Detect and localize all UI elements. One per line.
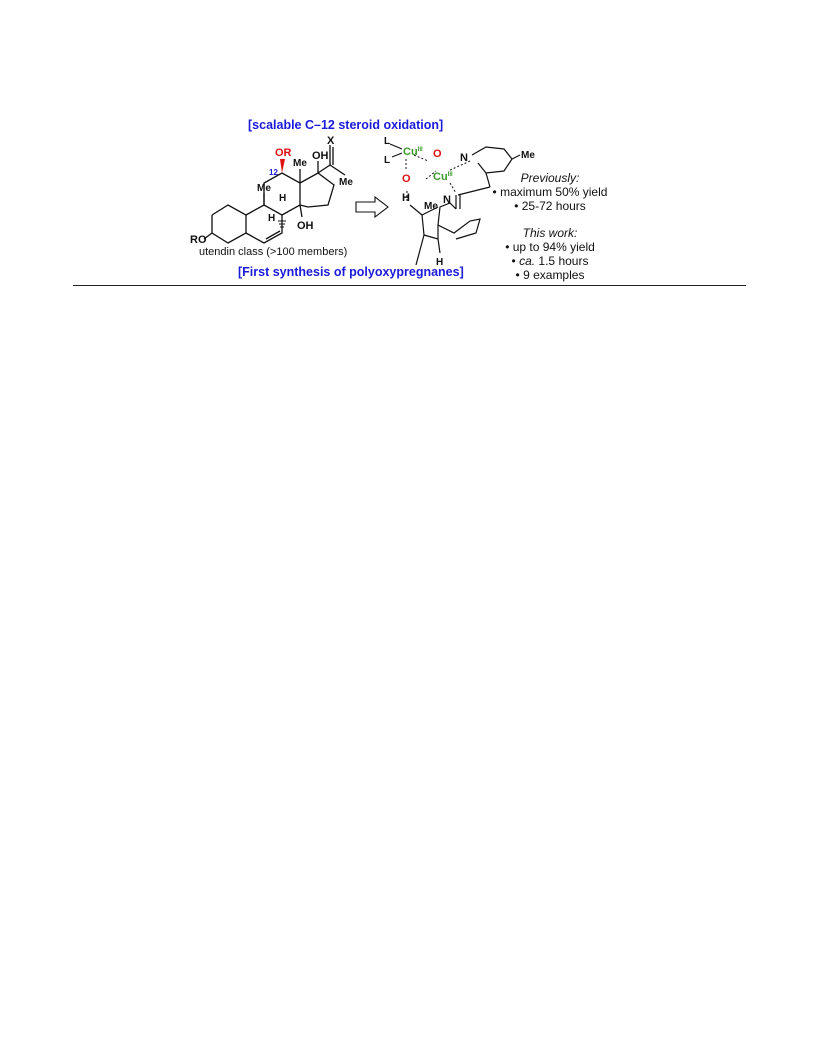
divider-line — [73, 285, 746, 286]
me-ring-label: Me — [424, 201, 438, 212]
this-work-bullet-2: • ca. 1.5 hours — [511, 254, 589, 268]
o-label-2: O — [402, 173, 411, 185]
oh-c17-label: OH — [312, 150, 329, 162]
me-side-label: Me — [339, 177, 353, 188]
oh-c14-label: OH — [297, 220, 314, 232]
l-label-2: L — [384, 155, 391, 166]
position-12-label: 12 — [269, 168, 278, 177]
cu-label-1: $Cu^{III}$ — [403, 146, 423, 158]
header-top: [scalable C–12 steroid oxidation] — [248, 118, 444, 132]
this-work-heading: This work: — [522, 226, 578, 240]
l-label-1: L — [384, 136, 391, 147]
previously-bullet-2: • 25-72 hours — [514, 199, 586, 213]
n-pyridine-label: N — [460, 152, 468, 164]
x-label: X — [327, 135, 335, 147]
this-work-notes — [480, 226, 620, 282]
this-work-bullet-1: • up to 94% yield — [505, 240, 595, 254]
previously-notes — [480, 171, 620, 213]
previously-bullet-1: • maximum 50% yield — [492, 185, 608, 199]
h-label-1: H — [402, 192, 410, 204]
h-label-2: H — [436, 257, 444, 268]
ro-label: RO — [190, 234, 207, 246]
me-c13-label: Me — [293, 158, 307, 169]
steroid-class-caption: utendin class (>100 members) — [199, 246, 348, 258]
me-c10-label: Me — [257, 183, 271, 194]
this-work-bullet-3: • 9 examples — [515, 268, 585, 282]
n-imine-label: N — [443, 194, 451, 206]
cu-label-2: $Cu^{III}$ — [433, 171, 453, 183]
me-pyridine-label: Me — [521, 150, 535, 161]
or-label: OR — [275, 147, 292, 159]
h-c9-label: H — [268, 213, 276, 224]
h-c8-label: H — [279, 193, 287, 204]
o-label-1: O — [433, 148, 442, 160]
header-bottom: [First synthesis of polyoxypregnanes] — [238, 265, 464, 279]
steroid-structure — [190, 135, 380, 260]
previously-heading: Previously: — [520, 171, 580, 185]
